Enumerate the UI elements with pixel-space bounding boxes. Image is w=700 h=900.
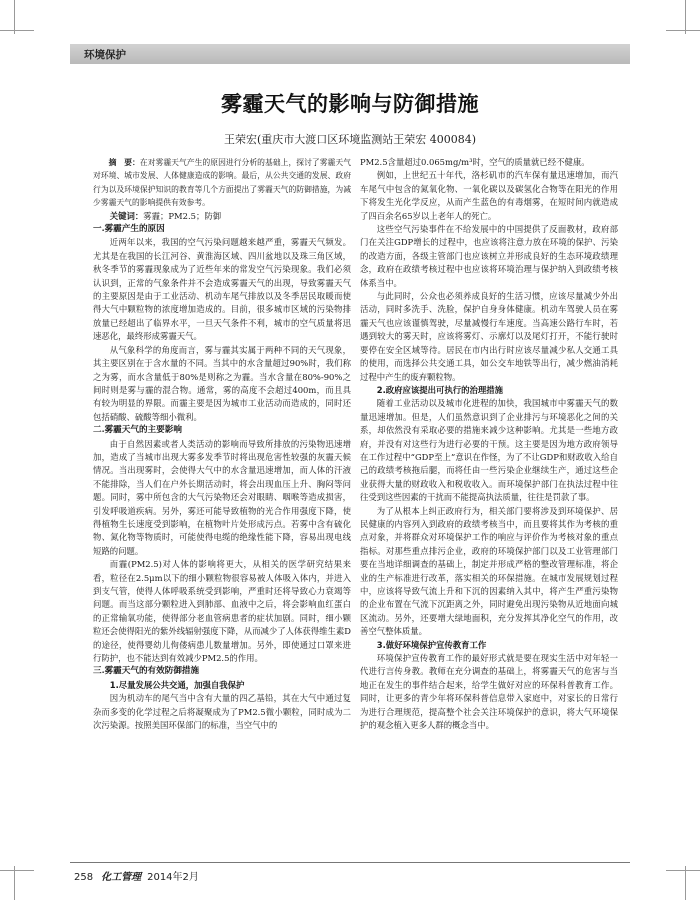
crop-mark [0, 30, 34, 31]
author-affiliation: 王荣宏(重庆市大渡口区环境监测站王荣宏 400084) [223, 133, 477, 146]
paragraph: 例如，上世纪五十年代，洛杉矶市的汽车保有量迅速增加，而汽车尾气中包含的氮氧化物、一氧化碳以及碳氢化合物等在阳光的作用下将发生光化学反应，从而产生蓝色的有毒烟雾，在短时间内就造成了四百余名65岁以上老年人的死亡。 [360, 170, 618, 221]
abstract [93, 156, 351, 210]
keywords [93, 210, 351, 223]
paragraph: 与此同时，公众也必须养成良好的生活习惯，应该尽量减少外出活动，同时多洗手、洗脸，保护自身身体健康。机动车驾驶人员在雾霾天气也应该谨慎驾驶，尽量减慢行车速度。当高速公路行车时，若遇到较大的雾天时，应该将雾灯、示廓灯以及尾灯打开，不能行驶时要停在安全区域等待。居民在市内出行时应该尽量减少私人交通工具的使用，而选择公共交通工具，如公交车地铁等出行，减少燃油消耗过程中产生的废弃颗粒物。 [360, 291, 618, 382]
paragraph: 因为机动车的尾气当中含有大量的四乙基铅，其在大气中通过复杂而多变的化学过程之后将凝聚成为了PM2.5微小颗粒，同时成为二次污染源。按照美国环保部门的标准，当空气中的 [93, 693, 351, 731]
section-heading: 三.雾霾天气的有效防御措施 [93, 666, 200, 677]
paragraph: 由于自然因素或者人类活动的影响而导致所排放的污染物迅速增加，造成了当城市出现大雾多发季节时将出现危害性较强的灰霾天候情况。当出现雾时，会使得大气中的水含量迅速增加，而人体的汗液不能排除，当人们在户外长期活动时，将会出现血压上升、胸闷等问题。同时，雾中所包含的大气污染物还会对眼睛、咽喉等造成损害，引发呼吸道疾病。另外，雾还可能导致植物的光合作用强度下降，使得植物生长速度受到影响，在植物叶片处形成污点。若雾中含有硫化物、氮化物等物质时，可能使得电缆的绝缘性能下降，容易出现电线短路的问题。 [93, 438, 351, 556]
footer-divider [70, 862, 630, 863]
paragraph: 近两年以来，我国的空气污染问题越来越严重，雾霾天气频发。尤其是在我国的长江河谷、黄淮海区域、四川盆地以及珠三角区域，秋冬季节的雾霾现象成为了近些年来的常发空气污染现象。我们必须认识到，正常的气象条件并不会造成雾霾天气的出现，导致雾霾天气的主要原因是由于工业活动、机动车尾气排放以及冬季居民取暖而使得大气中颗粒物的浓度增加造成的。目前，很多城市区域的污染物排放量已经超出了临界水平，一旦天气条件不利，城市的空气质量将迅速恶化，最终形成雾霾天气。 [93, 237, 351, 342]
section-heading: 二.雾霾天气的主要影响 [93, 425, 182, 436]
paragraph: 从气象科学的角度而言，雾与霾其实属于两种不同的天气现象，其主要区别在于含水量的不同。当其中的水含量超过90%时，我们称之为雾，而水含量低于80%是则称之为霾。当水含量在80%-90%之间时则是雾与霾的混合物。通常，雾的高度不会超过400m，而且具有较为明显的界限。而霾主要是因为城市工业活动而造成的，同时还包括硝酸、硫酸等细小微利。 [93, 344, 351, 422]
article-title: 雾霾天气的影响与防御措施 [221, 92, 479, 116]
paragraph: 随着工业活动以及城市化进程的加快，我国城市中雾霾天气的数量迅速增加。但是，人们虽然意识到了企业排污与环境恶化之间的关系，却依然没有采取必要的措施来减少这种影响。尤其是一些地方政府，并没有对这些行为进行必要的干预。这主要是因为地方政府领导在工作过程中“GDP至上”意识在作怪，为了不让GDP和财政收入给自己的政绩考核拖后腿，而将任由一些污染企业继续生产，通过这些企业获得大量的财政收入和税收收入。而环境保护部门在执法过程中往往受到这些因素的干扰而不能提高执法质量，往往是罚款了事。 [360, 398, 618, 503]
right-column [360, 156, 618, 732]
crop-mark [685, 866, 686, 900]
abstract-label: 摘 要： [108, 158, 140, 167]
crop-mark [14, 0, 15, 34]
left-column [93, 156, 351, 732]
section-header-bar [70, 44, 630, 64]
paragraph: 环境保护宣传教育工作的最好形式就是要在现实生活中对年轻一代进行言传身教。教师在充分调查的基础上，将雾霾天气的危害与当地正在发生的事件结合起来，给学生做好对应的环保科普教育工作。同时，让更多的青少年将环保科普信息带入家庭中，对家长的日常行为进行合理规范，提高整个社会关注环境保护的意识，将大气环境保护的观念植入更多人群的概念当中。 [360, 653, 618, 731]
crop-mark [0, 870, 34, 871]
page-footer [74, 868, 199, 883]
page-number: 258 [74, 872, 94, 883]
subsection-heading: 3.做好环境保护宣传教育工作 [376, 639, 487, 650]
section-label: 环境保护 [84, 49, 126, 61]
crop-mark [14, 866, 15, 900]
subsection-heading: 1.尽量发展公共交通，加强自我保护 [109, 679, 245, 690]
paragraph: PM2.5含量超过0.065mg/m³时，空气的质量就已经不健康。 [360, 157, 590, 167]
paragraph: 为了从根本上纠正政府行为，相关部门要将涉及到环境保护、居民健康的内容列入到政府的政绩考核当中，而且要将其作为考核的重点对象，并将群众对环境保护工作的响应与评价作为考核对象的重点指标。对那些重点排污企业，政府的环境保护部门以及工业管理部门要在当地详细调查的基础上，制定并形成严格的整改管理标准，将企业的生产标准进行改革，落实相关的环保措施。在城市发展规划过程中，应该将导致气流上升和下沉的因素纳入其中，将产生严重污染物的企业布置在气流下沉距离之外，同时避免出现污染物从近地面向城区流动。另外，还要增大绿地面积，充分发挥其净化空气的作用，改善空气整体质量。 [360, 505, 618, 637]
journal-name: 化工管理 [101, 872, 142, 883]
crop-mark [666, 30, 700, 31]
section-heading: 一.雾霾产生的原因 [93, 224, 165, 235]
subsection-heading: 2.政府应该提出可执行的治理措施 [376, 384, 504, 395]
crop-mark [666, 870, 700, 871]
keywords-label: 关键词： [109, 210, 144, 221]
keywords-text: 雾霾；PM2.5；防御 [143, 210, 222, 221]
abstract-text: 在对雾霾天气产生的原因进行分析的基础上，探讨了雾霾天气对环境、城市发展、人体健康造成的影响。最后，从公共交通的发展、政府行为以及环境保护知识的教育等几个方面提出了雾霾天气的防御措施，为减少雾霾天气的影响提供有效参考。 [93, 158, 351, 208]
paragraph: 而霾(PM2.5)对人体的影响将更大，从相关的医学研究结果来看，粒径在2.5μm以下的细小颗粒物很容易被人体吸入体内，并进入到支气管，使得人体呼吸系统受到影响，严重时还将导致心力衰竭等问题。而当这部分颗粒进入到肺部、血液中之后，将会影响血红蛋白的正常输氧功能，使得部分老血管病患者的症状加剧。同时，细小颗粒还会使得阳光的紫外线辐射强度下降，从而减少了人体获得维生素D的途径，使得婴幼儿佝偻病患儿数量增加。另外，即使通过口罩来进行防护，也不能达到有效减少PM2.5的作用。 [93, 559, 351, 664]
issue-date: 2014年2月 [147, 872, 199, 883]
crop-mark [685, 0, 686, 34]
paragraph: 这些空气污染事件在不给发展中的中国提供了反面教材，政府部门在关注GDP增长的过程中，也应该将注意力放在环境的保护、污染的改造方面，各级主管部门也应该树立并形成良好的生态环境政绩理念，政府在政绩考核过程中也应该将环境治理与保护纳入到政绩考核体系当中。 [360, 224, 618, 288]
